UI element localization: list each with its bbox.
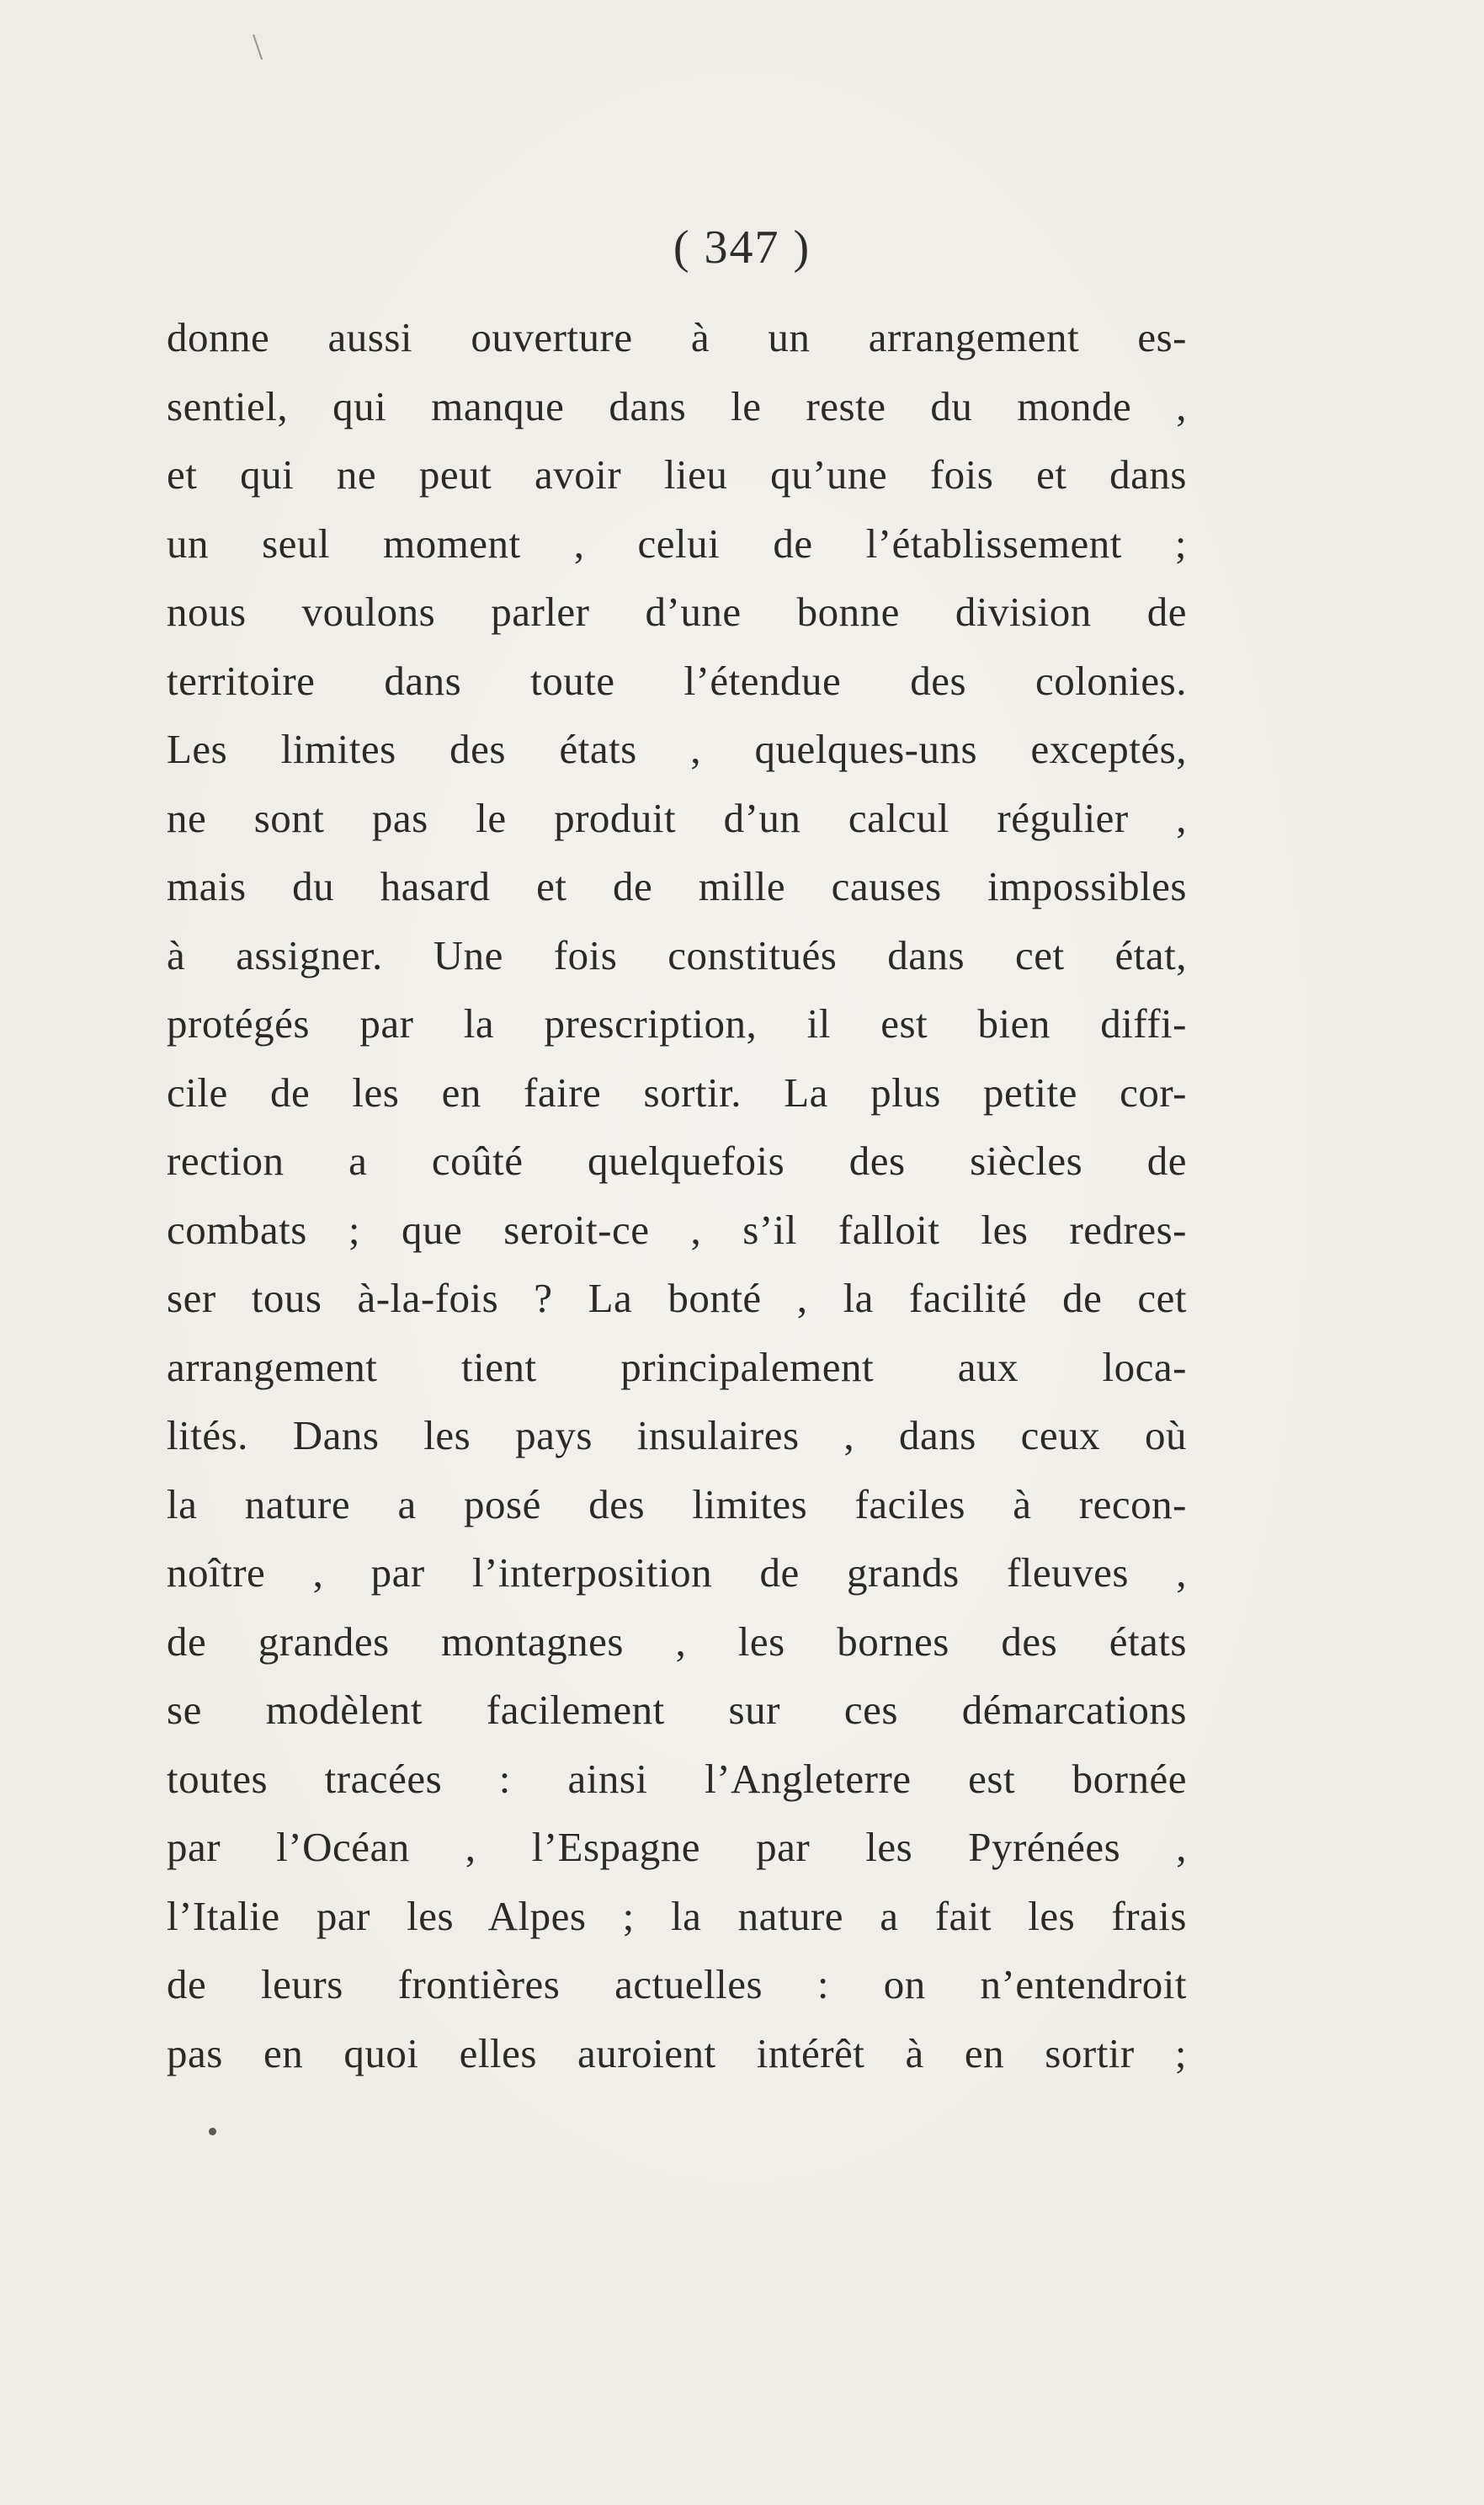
text-line: nous voulons parler d’une bonne division de <box>167 589 1187 635</box>
text-line: se modèlent facilement sur ces démarcations <box>167 1687 1187 1733</box>
text-line: ser tous à-la-fois ? La bonté , la facilité de cet <box>167 1275 1187 1321</box>
text-line: pas en quoi elles auroient intérêt à en sortir ; <box>167 2029 1187 2076</box>
text-line: sentiel, qui manque dans le reste du monde , <box>167 382 1187 429</box>
text-line: la nature a posé des limites faciles à recon- <box>167 1480 1187 1527</box>
text-line: ne sont pas le produit d’un calcul régulier , <box>167 794 1187 841</box>
text-line: de leurs frontières actuelles : on n’entendroit <box>167 1961 1187 2007</box>
text-line: Les limites des états , quelques-uns exceptés, <box>167 726 1187 772</box>
text-line: toutes tracées : ainsi l’Angleterre est bornée <box>167 1755 1187 1802</box>
text-line: l’Italie par les Alpes ; la nature a fait les frais <box>167 1892 1187 1939</box>
text-line: protégés par la prescription, il est bien diffi- <box>167 1000 1187 1047</box>
text-line: mais du hasard et de mille causes impossibles <box>167 863 1187 909</box>
text-line: cile de les en faire sortir. La plus petite cor- <box>167 1069 1187 1116</box>
text-line: rection a coûté quelquefois des siècles de <box>167 1138 1187 1184</box>
margin-mark: \ <box>253 26 263 67</box>
text-line: combats ; que seroit-ce , s’il falloit les redres- <box>167 1206 1187 1253</box>
text-line: noître , par l’interposition de grands fleuves , <box>167 1549 1187 1596</box>
text-line: lités. Dans les pays insulaires , dans ceux où <box>167 1412 1187 1458</box>
text-line: à assigner. Une fois constitués dans cet état, <box>167 931 1187 978</box>
text-line: par l’Océan , l’Espagne par les Pyrénées , <box>167 1824 1187 1870</box>
page-number-header: ( 347 ) <box>673 221 811 274</box>
text-line: de grandes montagnes , les bornes des états <box>167 1618 1187 1665</box>
text-line: un seul moment , celui de l’établissement ; <box>167 520 1187 567</box>
text-line: et qui ne peut avoir lieu qu’une fois et dans <box>167 451 1187 498</box>
text-line: territoire dans toute l’étendue des colonies. <box>167 657 1187 704</box>
ink-dot <box>209 2128 216 2135</box>
text-line: donne aussi ouverture à un arrangement es- <box>167 314 1187 360</box>
body-text <box>167 303 1187 2087</box>
text-line: arrangement tient principalement aux loca- <box>167 1343 1187 1390</box>
